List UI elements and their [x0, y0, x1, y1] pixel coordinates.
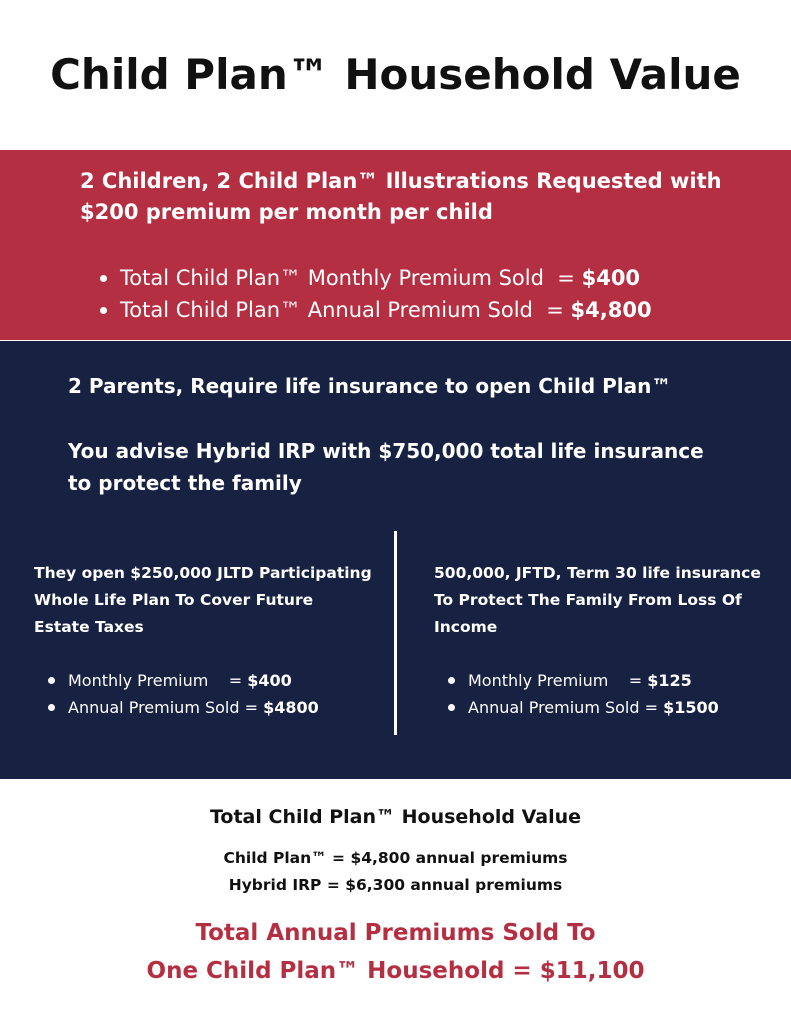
item-eq: =	[546, 298, 564, 322]
page-title: Child Plan™ Household Value	[50, 50, 741, 99]
list-item	[98, 262, 652, 294]
summary-hybrid-irp-line: Hybrid IRP = $6,300 annual premiums	[228, 876, 563, 894]
total-line-1: Total Annual Premiums Sold To	[195, 920, 596, 946]
item-label: Total Child Plan™ Monthly Premium Sold	[120, 266, 544, 290]
total-line-2: One Child Plan™ Household = $11,100	[146, 958, 645, 984]
whole-life-premium-list	[46, 667, 319, 721]
summary-child-plan-line: Child Plan™ = $4,800 annual premiums	[223, 849, 568, 867]
advice-heading: You advise Hybrid IRP with $750,000 total life insurance to protect the family	[68, 439, 704, 495]
column-divider	[394, 531, 397, 735]
parents-heading: 2 Parents, Require life insurance to open Child Plan™	[68, 374, 672, 398]
list-item	[446, 667, 719, 694]
list-item	[98, 294, 652, 326]
item-label: Annual Premium Sold	[468, 698, 640, 717]
whole-life-heading: They open $250,000 JLTD Participating Whole Life Plan To Cover Future Estate Taxes	[34, 564, 372, 636]
list-item	[46, 667, 319, 694]
children-heading: 2 Children, 2 Child Plan™ Illustrations Requested with $200 premium per month per child	[80, 169, 722, 224]
item-value: $125	[647, 671, 692, 690]
summary-title: Total Child Plan™ Household Value	[209, 806, 582, 828]
item-eq: =	[628, 671, 643, 690]
item-value: $4,800	[570, 298, 652, 322]
term-life-heading: 500,000, JFTD, Term 30 life insurance To Protect The Family From Loss Of Income	[434, 564, 761, 636]
item-label: Annual Premium Sold	[68, 698, 240, 717]
list-item	[446, 694, 719, 721]
parents-section	[0, 341, 791, 779]
item-label: Monthly Premium	[468, 671, 609, 690]
item-eq: =	[228, 671, 243, 690]
list-item	[46, 694, 319, 721]
total-annual-premiums	[0, 914, 791, 990]
children-premium-list	[98, 262, 652, 326]
item-label: Monthly Premium	[68, 671, 209, 690]
item-eq: =	[244, 698, 259, 717]
item-value: $400	[581, 266, 641, 290]
children-section	[0, 150, 791, 340]
term-life-premium-list	[446, 667, 719, 721]
item-value: $1500	[663, 698, 719, 717]
item-eq: =	[557, 266, 575, 290]
item-value: $400	[247, 671, 292, 690]
item-label: Total Child Plan™ Annual Premium Sold	[120, 298, 533, 322]
item-eq: =	[644, 698, 659, 717]
item-value: $4800	[263, 698, 319, 717]
